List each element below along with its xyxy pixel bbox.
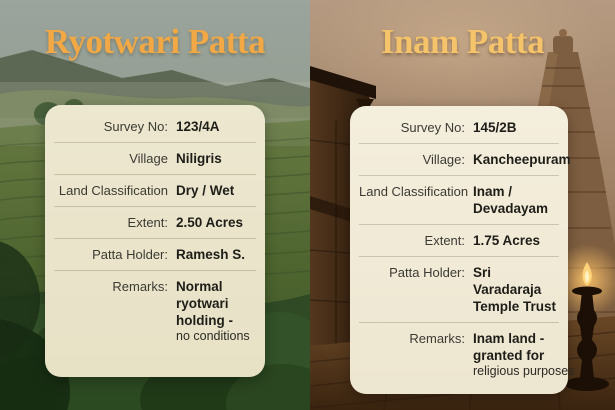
field-row-extent [359,224,559,256]
panel-inam [310,0,615,410]
field-value-secondary: religious purposes [473,364,575,378]
field-label: Patta Holder: [389,265,465,280]
field-row-survey-no [54,111,256,142]
field-value: 2.50 Acres [176,215,244,230]
field-value: Sri Varadaraja Temple Trust [473,265,557,314]
field-label: Extent: [127,215,168,230]
field-row-land-classification [54,174,256,206]
field-label: Extent: [424,233,465,248]
field-value: Inam / Devadayam [473,184,549,216]
field-value: Niligris [176,151,222,166]
field-row-patta-holder [54,238,256,270]
field-row-remarks [359,322,575,386]
field-row-survey-no [359,112,559,143]
ryotwari-details-card [45,105,265,377]
field-label: Village: [422,152,465,167]
field-value: Kancheepuram [473,152,571,167]
field-value-primary: Inam land - granted for [473,331,545,363]
field-row-village [359,143,571,175]
inam-title: Inam Patta [380,22,545,61]
field-row-land-classification [359,175,559,224]
field-value [176,278,256,344]
field-label: Survey No: [400,120,465,135]
field-row-remarks [54,270,256,351]
field-label: Survey No: [103,119,168,134]
field-value: Ramesh S. [176,247,246,262]
field-value: Dry / Wet [176,183,235,198]
field-label: Remarks: [112,279,168,294]
field-value: 123/4A [176,119,220,134]
field-row-patta-holder [359,256,559,322]
inam-details-card [350,106,575,394]
field-label: Village [129,151,168,166]
ryotwari-title: Ryotwari Patta [44,22,266,61]
field-label: Land Classification [58,183,168,198]
field-value [473,330,574,379]
field-value-primary: Normal ryotwari holding - [176,279,233,328]
field-row-village [54,142,256,174]
field-label: Land Classification [359,184,469,199]
field-row-extent [54,206,256,238]
field-value: 1.75 Acres [473,233,541,248]
field-label: Remarks: [409,331,465,346]
field-value-secondary: no conditions [176,329,250,343]
field-value: 145/2B [473,120,517,135]
field-label: Patta Holder: [92,247,168,262]
